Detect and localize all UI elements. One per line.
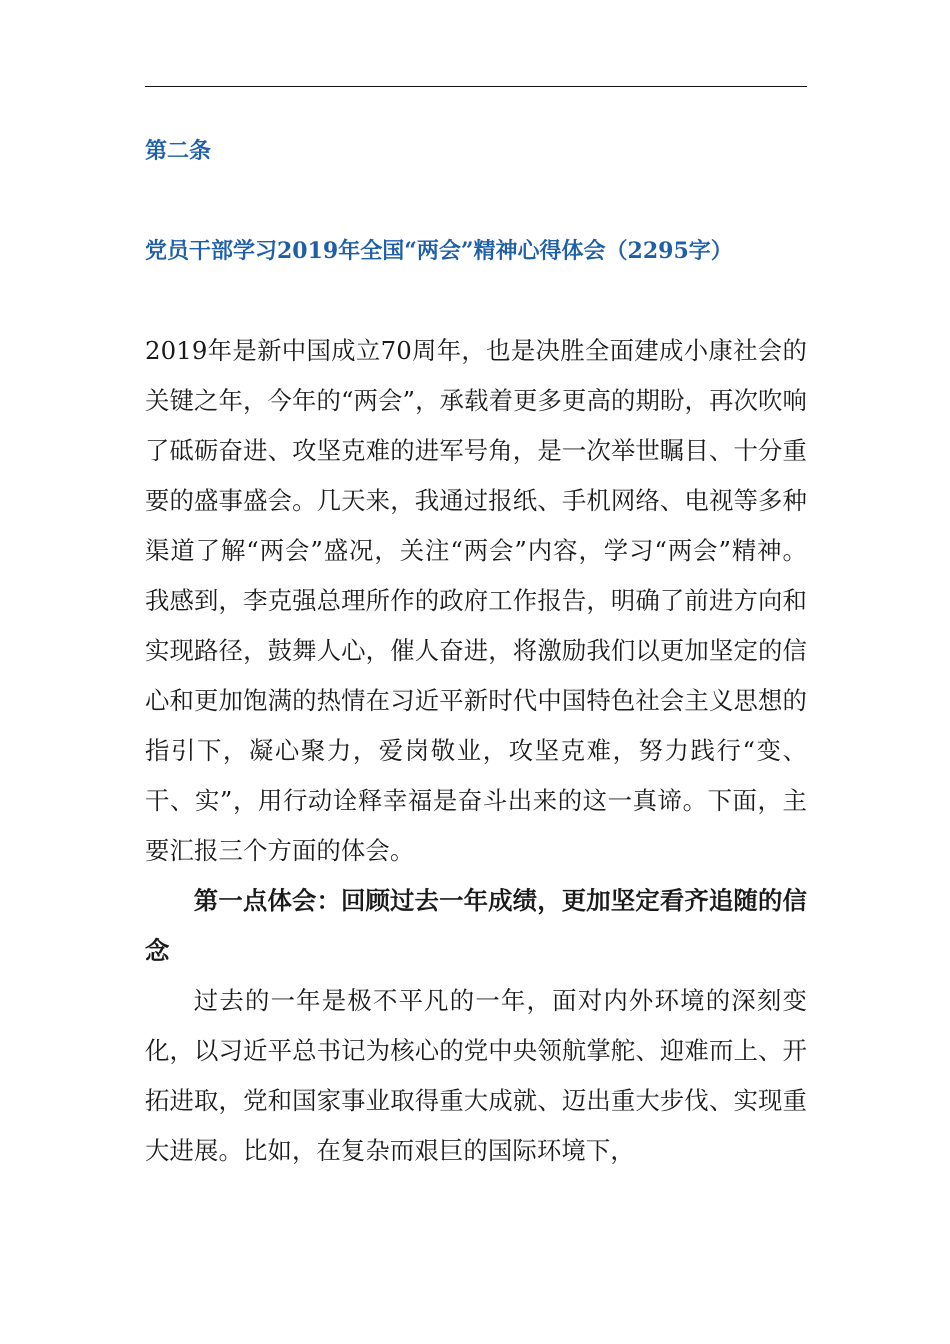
- document-body: [145, 326, 807, 1176]
- document-title: 党员干部学习2019年全国“两会”精神心得体会（2295字）: [145, 238, 733, 264]
- intro-paragraph: 2019年是新中国成立70周年，也是决胜全面建成小康社会的关键之年，今年的“两会”，承载着更多更高的期盼，再次吹响了砥砺奋进、攻坚克难的进军号角，是一次举世瞩目、十分重要的盛事盛会。几天来，我通过报纸、手机网络、电视等多种渠道了解“两会”盛况，关注“两会”内容，学习“两会”精神。我感到，李克强总理所作的政府工作报告，明确了前进方向和实现路径，鼓舞人心，催人奋进，将激励我们以更加坚定的信心和更加饱满的热情在习近平新时代中国特色社会主义思想的指引下，凝心聚力，爱岗敬业，攻坚克难，努力践行“变、干、实”，用行动诠释幸福是奋斗出来的这一真谛。下面，主要汇报三个方面的体会。: [145, 336, 807, 865]
- point-one-paragraph: 过去的一年是极不平凡的一年，面对内外环境的深刻变化，以习近平总书记为核心的党中央领航掌舵、迎难而上、开拓进取，党和国家事业取得重大成就、迈出重大步伐、实现重大进展。比如，在复杂而艰巨的国际环境下，: [145, 986, 807, 1165]
- point-one-heading: 第一点体会：回顾过去一年成绩，更加坚定看齐追随的信念: [145, 886, 807, 965]
- header-rule: [145, 86, 807, 87]
- section-label: 第二条: [145, 138, 212, 164]
